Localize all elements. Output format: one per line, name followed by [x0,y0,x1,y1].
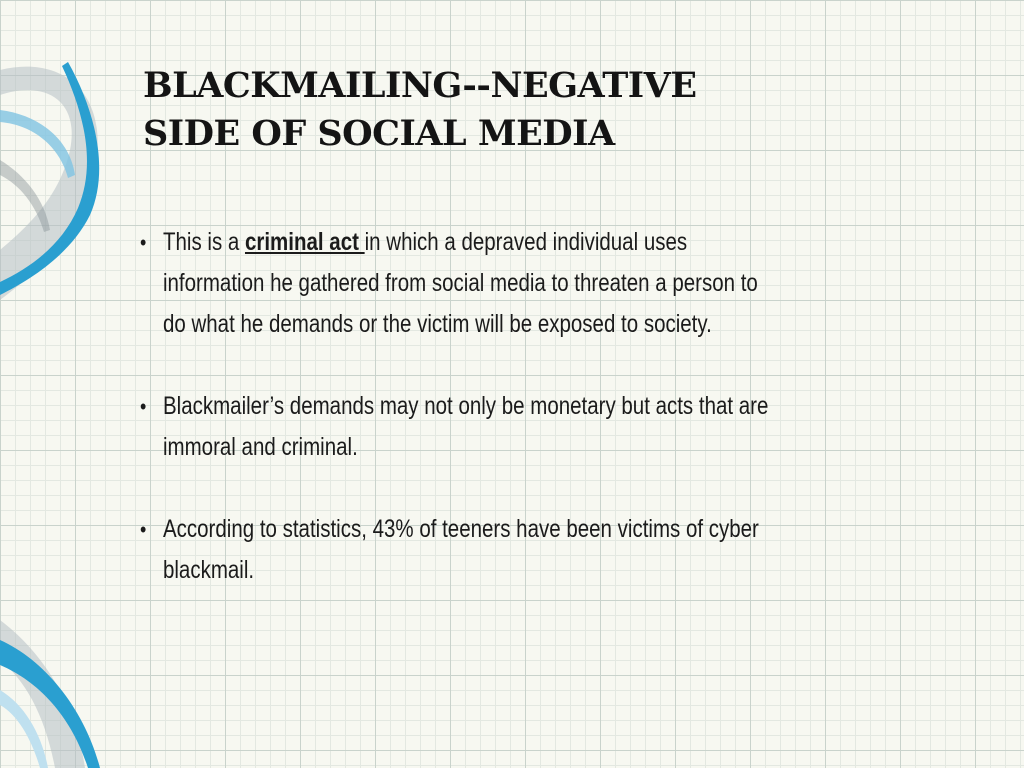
bullet-dot: • [140,230,147,255]
bullet-item: • According to statistics, 43% of teeners have been victims of cyber blackmail. [140,509,770,591]
ribbon-grey-bottom [0,620,85,768]
bullet-list [140,222,769,632]
bullet-item: • Blackmailer’s demands may not only be monetary but acts that are immoral and criminal. [140,386,770,468]
bullet-item: • This is a criminal act in which a depraved individual uses information he gathered from social media to threaten a person to do what he demands or the victim will be exposed to society. [140,222,770,345]
slide-title: BLACKMAILING--NEGATIVE SIDE OF SOCIAL MEDIA [143,65,697,154]
bullet-dot: • [140,517,147,542]
emphasis-text: criminal act [244,228,365,256]
bullet-dot: • [140,394,147,419]
ribbon-shadow-top [0,160,50,232]
